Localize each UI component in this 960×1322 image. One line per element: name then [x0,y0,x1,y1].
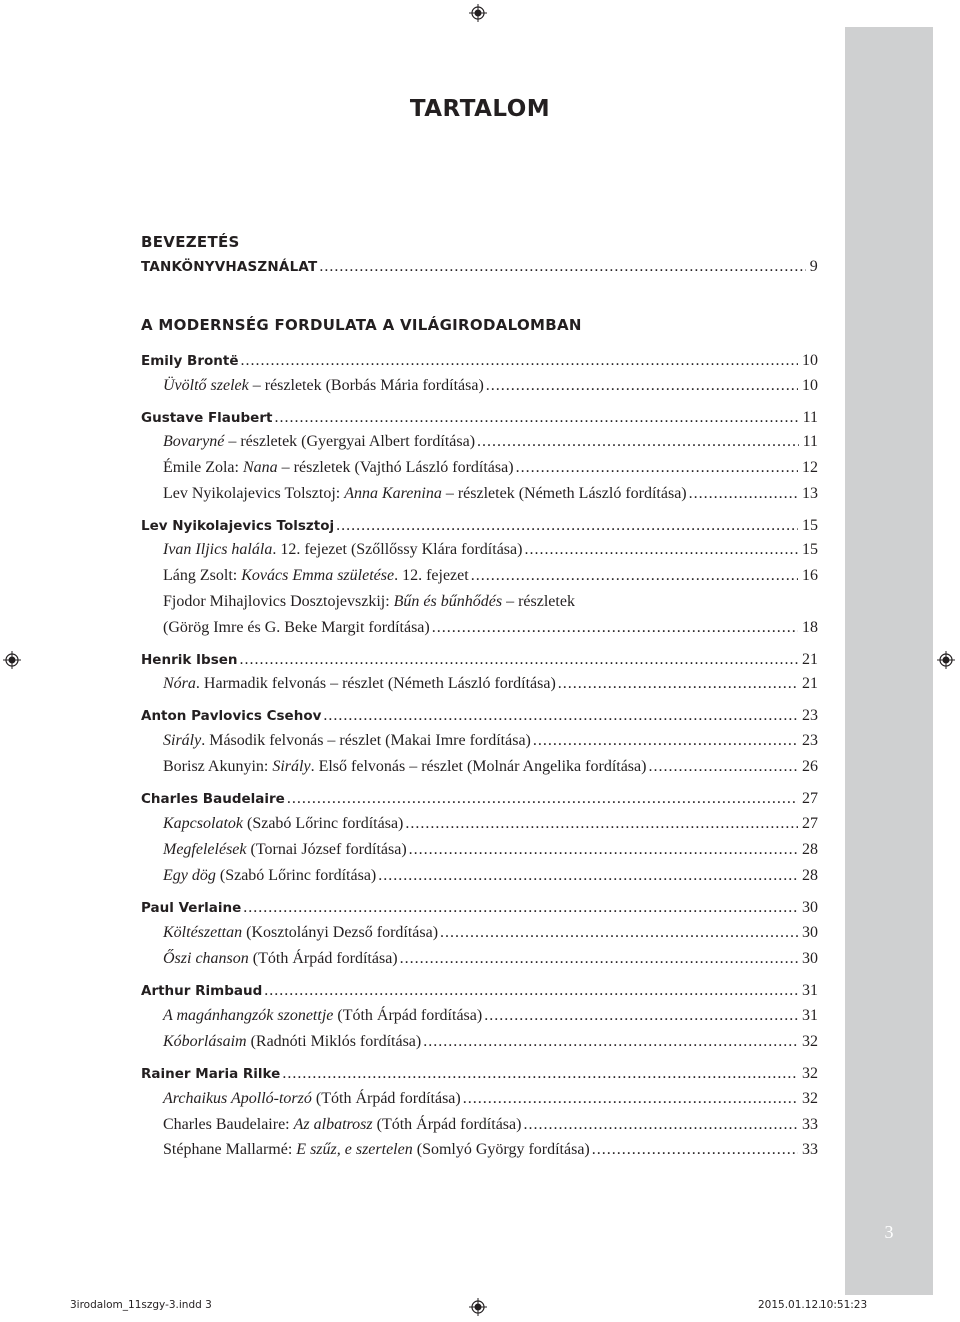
dot-leader [432,619,798,637]
toc-entry [141,899,818,923]
toc-entry-text: Borisz Akunyin: Sirály. Első felvonás – részlet (Molnár Angelika fordítása) [163,758,647,775]
toc-entry-text: Charles Baudelaire [141,791,285,807]
dot-leader [323,707,798,725]
toc-entry [163,377,818,401]
toc-entry-text: Ivan Iljics halála. 12. fejezet (Szőllőssy Klára fordítása) [163,541,523,558]
toc-entry-text: Kóborlásaim (Radnóti Miklós fordítása) [163,1033,422,1050]
footer-time: 10:51:23 [820,1299,868,1311]
dot-leader [423,1033,798,1051]
toc-entry-text: Láng Zsolt: Kovács Emma születése. 12. fejezet [163,567,469,584]
dot-leader [282,1065,798,1083]
toc-page-number: 30 [802,899,818,916]
toc-page-number: 32 [802,1065,818,1082]
toc-entry [163,433,818,457]
toc-entry [141,409,818,433]
section-heading-intro: BEVEZETÉS [141,233,240,251]
toc-entry-text: Gustave Flaubert [141,410,273,426]
toc-entry [163,1141,818,1165]
toc-entry [141,517,818,541]
toc-entry-text: Émile Zola: Nana – részletek (Vajthó László fordítása) [163,459,514,476]
dot-leader [274,409,798,427]
toc-page-number: 31 [802,1007,818,1024]
toc-entry-text: Őszi chanson (Tóth Árpád fordítása) [163,950,398,967]
toc-entry [141,707,818,731]
toc-entry-text: Üvöltő szelek – részletek (Borbás Mária fordítása) [163,377,484,394]
toc-entry-text: Fjodor Mihajlovics Dosztojevszkij: Bűn és bűnhődés – részletek [163,593,575,610]
toc-entry-text: Megfelelések (Tornai József fordítása) [163,841,407,858]
toc-page-number: 11 [802,433,818,450]
dot-leader [484,1007,798,1025]
toc-page-number: 30 [802,924,818,941]
dot-leader [336,517,798,535]
toc-entry-text: Lev Nyikolajevics Tolsztoj: Anna Karenina – részletek (Németh László fordítása) [163,485,687,502]
toc-entry [163,815,818,839]
toc-page-number: 21 [802,675,818,692]
dot-leader [240,651,798,669]
toc-page-number: 32 [802,1033,818,1050]
footer-file-name: 3irodalom_11szgy-3.indd 3 [70,1299,212,1311]
dot-leader [533,732,798,750]
toc-page-number: 23 [802,707,818,724]
toc-page-number: 15 [802,517,818,534]
page-number: 3 [884,1222,894,1242]
toc-page-number: 11 [802,409,818,426]
toc-entry [163,675,818,699]
toc-entry [163,1116,818,1140]
toc-entry-text: Arthur Rimbaud [141,983,263,999]
dot-leader [592,1141,798,1159]
toc-entry-text: Nóra. Harmadik felvonás – részlet (Németh László fordítása) [163,675,556,692]
toc-page-number: 27 [802,815,818,832]
toc-page-number: 32 [802,1090,818,1107]
toc-entry-text: Paul Verlaine [141,900,242,916]
dot-leader [689,485,798,503]
toc-entry-text: Lev Nyikolajevics Tolsztoj [141,518,335,534]
toc-entry-text: Kapcsolatok (Szabó Lőrinc fordítása) [163,815,404,832]
dot-leader [241,352,799,370]
dot-leader [319,258,805,276]
toc-entry-text: Stéphane Mallarmé: E szűz, e szertelen (Somlyó György fordítása) [163,1141,590,1158]
toc-page-number: 18 [802,619,818,636]
dot-leader [440,924,798,942]
toc-page-number: 21 [802,651,818,668]
toc-page-number: 31 [802,982,818,999]
toc-entry-text: Egy dög (Szabó Lőrinc fordítása) [163,867,377,884]
toc-entry [163,541,818,565]
toc-entry [163,867,818,891]
registration-mark-icon [469,4,487,22]
toc-page-number: 27 [802,790,818,807]
footer-date: 2015.01.12. [758,1299,822,1311]
toc-entry [141,790,818,814]
registration-mark-icon [469,1298,487,1316]
toc-entry [163,841,818,865]
toc-page-number: 30 [802,950,818,967]
toc-entry [163,758,818,782]
dot-leader [400,950,798,968]
toc-entry-text: Henrik Ibsen [141,652,238,668]
dot-leader [486,377,798,395]
toc-entry [163,924,818,948]
toc-page-number: 26 [802,758,818,775]
dot-leader [405,815,798,833]
toc-entry-text: Költészettan (Kosztolányi Dezső fordítása) [163,924,439,941]
toc-entry-text: Archaikus Apolló-torzó (Tóth Árpád fordítása) [163,1090,461,1107]
toc-entry [163,459,818,483]
toc-entry-text: Anton Pavlovics Csehov [141,708,322,724]
dot-leader [558,675,798,693]
toc-entry-text: Charles Baudelaire: Az albatrosz (Tóth Árpád fordítása) [163,1116,522,1133]
dot-leader [378,867,798,885]
page-title: TARTALOM [409,96,551,122]
toc-entry-text: Sirály. Második felvonás – részlet (Makai Imre fordítása) [163,732,531,749]
toc-page-number: 23 [802,732,818,749]
toc-entry [141,258,818,282]
dot-leader [287,790,798,808]
toc-page-number: 12 [802,459,818,476]
dot-leader [463,1090,798,1108]
registration-mark-icon [3,651,21,669]
toc-entry-text: (Görög Imre és G. Beke Margit fordítása) [163,619,430,636]
dot-leader [471,567,798,585]
toc-entry [163,1007,818,1031]
toc-entry-text: Bovaryné – részletek (Gyergyai Albert fordítása) [163,433,476,450]
toc-page-number: 10 [802,377,818,394]
toc-page-number: 33 [802,1141,818,1158]
toc-page-number: 9 [809,258,818,275]
toc-page-number: 15 [802,541,818,558]
dot-leader [243,899,798,917]
toc-entry [163,732,818,756]
dot-leader [409,841,798,859]
toc-entry [141,1065,818,1089]
toc-entry-text: Rainer Maria Rilke [141,1066,281,1082]
dot-leader [516,459,798,477]
toc-page-number: 33 [802,1116,818,1133]
dot-leader [477,433,799,451]
side-bar [845,27,933,1295]
toc-entry [163,950,818,974]
toc-entry [141,352,818,376]
toc-entry [163,1033,818,1057]
toc-page-number: 28 [802,867,818,884]
dot-leader [524,541,798,559]
toc-entry [163,1090,818,1114]
toc-page-number: 13 [802,485,818,502]
toc-page-number: 28 [802,841,818,858]
dot-leader [648,758,798,776]
toc-page-number: 10 [802,352,818,369]
toc-entry [163,567,818,591]
toc-entry [163,485,818,509]
dot-leader [264,982,798,1000]
toc-entry [141,651,818,675]
toc-entry [163,619,818,643]
registration-mark-icon [937,651,955,669]
toc-page-number: 16 [802,567,818,584]
dot-leader [523,1116,798,1134]
toc-entry-text: Emily Brontë [141,353,239,369]
toc-entry [141,982,818,1006]
toc-entry-text: TANKÖNYVHASZNÁLAT [141,259,318,275]
section-heading-modern: A MODERNSÉG FORDULATA A VILÁGIRODALOMBAN [141,316,582,334]
toc-entry-text: A magánhangzók szonettje (Tóth Árpád fordítása) [163,1007,483,1024]
